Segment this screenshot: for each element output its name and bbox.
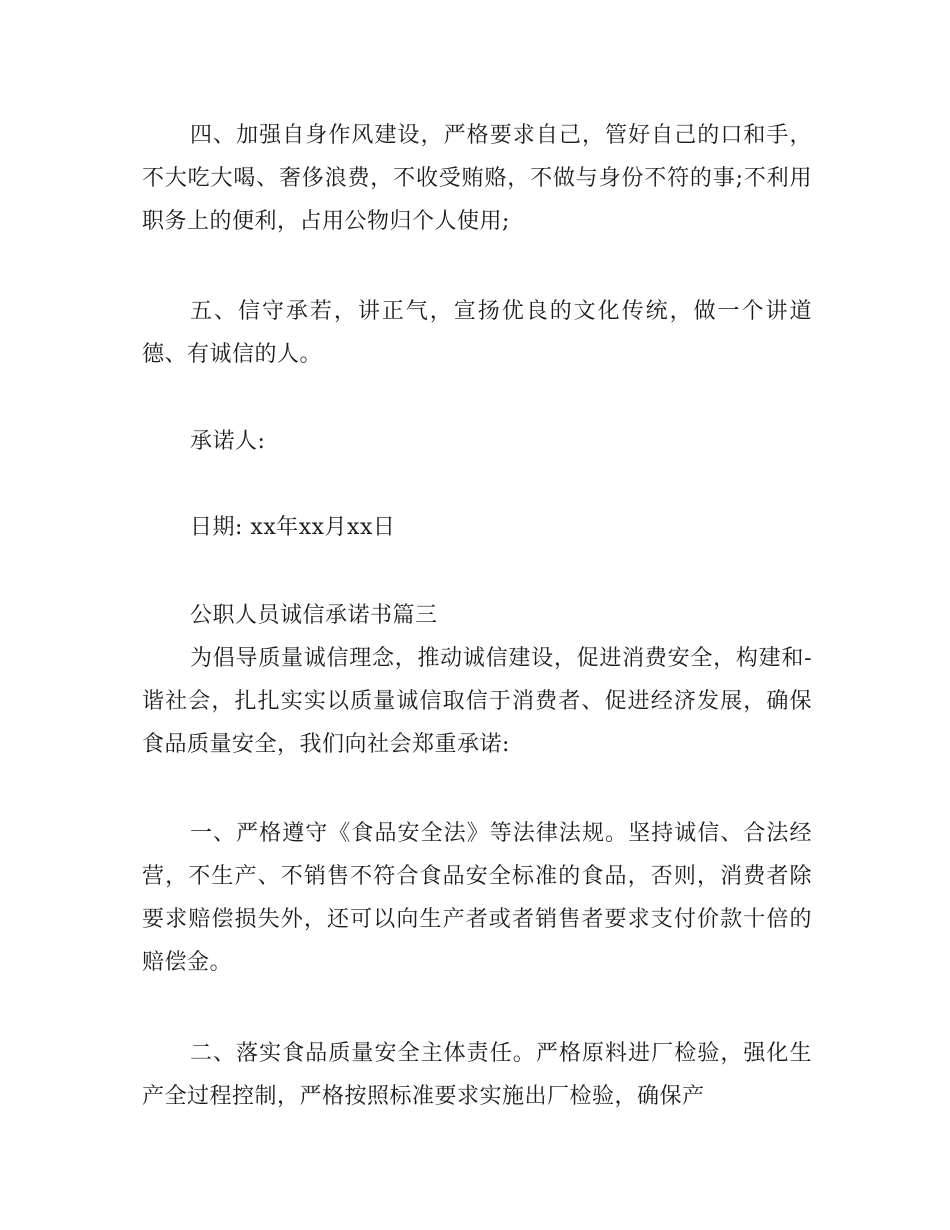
paragraph-four-text: 四、加强自身作风建设，严格要求自己，管好自己的口和手，不大吃大喝、奢侈浪费，不收受贿赂，不做与身份不符的事;不利用职务上的便利，占用公物归个人使用; [142, 123, 812, 234]
promisor-label: 承诺人: [190, 429, 266, 454]
commitment-two [142, 1032, 812, 1118]
paragraph-four [142, 114, 812, 243]
date-line [142, 506, 812, 549]
section-three [142, 594, 812, 766]
paragraph-five [142, 290, 812, 376]
section-title: 公职人员诚信承诺书篇三 [190, 603, 438, 628]
commitment-one-text: 一、严格遵守《食品安全法》等法律法规。坚持诚信、合法经营，不生产、不销售不符合食品安全标准的食品，否则，消费者除要求赔偿损失外，还可以向生产者或者销售者要求支付价款十倍的赔偿金。 [142, 821, 812, 975]
commitment-one [142, 812, 812, 984]
intro-paragraph: 为倡导质量诚信理念，推动诚信建设，促进消费安全，构建和-谐社会，扎扎实实以质量诚信取信于消费者、促进经济发展，确保食品质量安全，我们向社会郑重承诺: [142, 646, 812, 757]
date-text: 日期: xx年xx月xx日 [190, 515, 396, 540]
promisor-line [142, 420, 812, 463]
commitment-two-text: 二、落实食品质量安全主体责任。严格原料进厂检验，强化生产全过程控制，严格按照标准要求实施出厂检验，确保产 [142, 1041, 812, 1109]
paragraph-five-text: 五、信守承若，讲正气，宣扬优良的文化传统，做一个讲道德、有诚信的人。 [142, 299, 812, 367]
